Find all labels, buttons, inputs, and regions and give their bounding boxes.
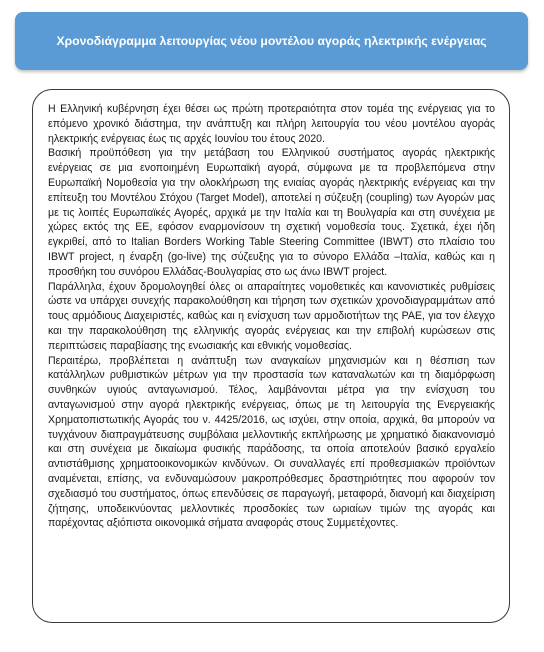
content-box	[32, 89, 510, 623]
paragraph-competition: Περαιτέρω, προβλέπεται η ανάπτυξη των αναγκαίων μηχανισμών και η θέσπιση των κατάλληλων ρυθμιστικών μέτρων για την προστασία των καταναλωτών και τη διαμόρφωση συνθηκών υγιούς ανταγωνισμού. Τέλος, λαμβάνονται μέτρα για την ενίσχυση του ανταγωνισμού στην αγορά ηλεκτρικής ενέργειας, όπως με τη λειτουργία της Ενεργειακής Χρηματοπιστωτικής Αγοράς του ν. 4425/2016, ως ισχύει, στην οποία, αρχικά, θα μπορούν να τυγχάνουν διαπραγμάτευσης συμβόλαια μελλοντικής εκπλήρωσης με χρηματικό διακανονισμό και στη συνέχεια με δικαίωμα φυσικής παράδοσης, τα οποία αποτελούν βασικό εργαλείο αντιστάθμισης χρηματοοικονομικών κινδύνων. Οι συναλλαγές επί προθεσμιακών προϊόντων αναμένεται, επίσης, να ενδυναμώσουν μακροπρόθεσμες δραστηριότητες που αφορούν τον σχεδιασμό του συστήματος, όπως επενδύσεις σε παραγωγή, μεταφορά, διανομή και διαχείριση ζήτησης, υποδεικνύοντας μελλοντικές προσδοκίες των ωριαίων τιμών της αγοράς και παρέχοντας αξιόπιστα οικονομικά σήματα αναφοράς στους Συμμετέχοντες.	[48, 354, 495, 530]
header-banner	[15, 12, 528, 70]
paragraph-intro: Η Ελληνική κυβέρνηση έχει θέσει ως πρώτη προτεραιότητα στον τομέα της ενέργειας για το επόμενο χρονικό διάστημα, την ανάπτυξη και πλήρη λειτουργία του νέου μοντέλου αγοράς ηλεκτρικής ενέργειας έως τις αρχές Ιουνίου του έτους 2020.	[48, 103, 495, 145]
page-title: Χρονοδιάγραμμα λειτουργίας νέου μοντέλου αγοράς ηλεκτρικής ενέργειας	[56, 34, 487, 48]
paragraph-coupling: Βασική προϋπόθεση για την μετάβαση του Ελληνικού συστήματος αγοράς ηλεκτρικής ενέργειας σε μια ενοποιημένη Ευρωπαϊκή αγορά, σύμφωνα με τα προβλεπόμενα στην Ευρωπαϊκή Νομοθεσία για την ολοκλήρωση της ενιαίας αγοράς ηλεκτρικής ενέργειας και την επίτευξη του Μοντέλου Στόχου (Target Model), αποτελεί η σύζευξη (coupling) των Αγορών μας με τις λοιπές Ευρωπαϊκές Αγορές, αρχικά με την Ιταλία και τη Βουλγαρία και στη συνέχεια με χώρες εκτός της ΕΕ, εφόσον εναρμονίσουν τη σχετική νομοθεσία τους. Σχετικά, έχει ήδη εγκριθεί, από το Italian Borders Working Table Steering Committee (IBWT) στο πλαίσιο του IBWT project, η έναρξη (go-live) της σύζευξης για το σύνορο Ελλάδα –Ιταλία, καθώς και η προσθήκη του συνόρου Ελλάδας-Βουλγαρίας στο ως άνω IBWT project.	[48, 147, 495, 278]
paragraph-regulation: Παράλληλα, έχουν δρομολογηθεί όλες οι απαραίτητες νομοθετικές και κανονιστικές ρυθμίσεις ώστε να υπάρχει συνεχής παρακολούθηση και τήρηση των σχετικών χρονοδιαγραμμάτων από τους αρμόδιους Διαχειριστές, καθώς και η ενίσχυση των αρμοδιοτήτων της ΡΑΕ, για τον έλεγχο και την παρακολούθηση της ελληνικής αγοράς ενέργειας και την επιβολή κυρώσεων στις περιπτώσεις παραβίασης της ενωσιακής και εθνικής νομοθεσίας.	[48, 280, 495, 352]
